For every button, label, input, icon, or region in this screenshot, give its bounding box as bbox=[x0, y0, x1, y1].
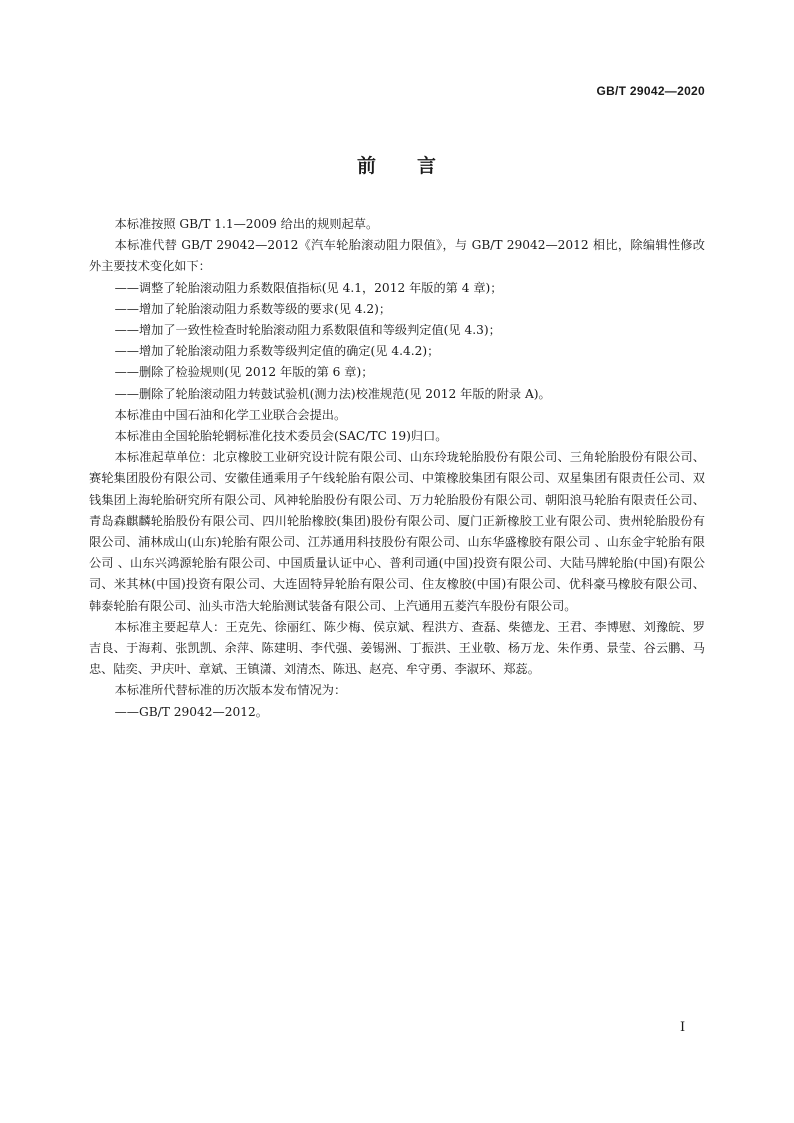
standard-code-header: GB/T 29042—2020 bbox=[596, 84, 705, 98]
paragraph-drafting-units: 本标准起草单位：北京橡胶工业研究设计院有限公司、山东玲珑轮胎股份有限公司、三角轮胎股份有限公司、赛轮集团股份有限公司、安徽佳通乘用子午线轮胎有限公司、中策橡胶集团有限公司、双星集团有限责任公司、双钱集团上海轮胎研究所有限公司、风神轮胎股份有限公司、万力轮胎股份有限公司、朝阳浪马轮胎有限责任公司、青岛森麒麟轮胎股份有限公司、四川轮胎橡胶(集团)股份有限公司、厦门正新橡胶工业有限公司、贵州轮胎股份有限公司、浦林成山(山东)轮胎有限公司、江苏通用科技股份有限公司、山东华盛橡胶有限公司 、山东金宇轮胎有限公司 、山东兴鸿源轮胎有限公司、中国质量认证中心、普利司通(中国)投资有限公司、大陆马牌轮胎(中国)有限公司、米其林(中国)投资有限公司、大连固特异轮胎有限公司、住友橡胶(中国)有限公司、优科豪马橡胶有限公司、韩泰轮胎有限公司、汕头市浩大轮胎测试装备有限公司、上汽通用五菱汽车股份有限公司。 bbox=[89, 450, 705, 613]
paragraph-previous-editions: 本标准所代替标准的历次版本发布情况为： bbox=[114, 683, 347, 698]
paragraph-replacement: 本标准代替 GB/T 29042—2012《汽车轮胎滚动阻力限值》，与 GB/T 29042—2012 相比，除编辑性修改外主要技术变化如下： bbox=[89, 238, 705, 274]
change-item: ——删除了轮胎滚动阻力转鼓试验机(测力法)校准规范(见 2012 年版的附录 A)。 bbox=[114, 386, 551, 401]
change-item: ——增加了轮胎滚动阻力系数等级的要求(见 4.2)； bbox=[114, 301, 392, 316]
previous-edition-item: ——GB/T 29042—2012。 bbox=[114, 704, 268, 719]
paragraph-proposed-by: 本标准由中国石油和化学工业联合会提出。 bbox=[114, 407, 347, 422]
foreword-body bbox=[89, 214, 705, 723]
change-item: ——增加了轮胎滚动阻力系数等级判定值的确定(见 4.4.2)； bbox=[114, 344, 440, 359]
paragraph-drafting-rules: 本标准按照 GB/T 1.1—2009 给出的规则起草。 bbox=[114, 217, 379, 231]
change-item: ——增加了一致性检查时轮胎滚动阻力系数限值和等级判定值(见 4.3)； bbox=[114, 323, 501, 338]
paragraph-drafters: 本标准主要起草人：王克先、徐丽红、陈少梅、侯京斌、程洪方、查磊、柴德龙、王君、李博慰、刘豫皖、罗吉良、于海莉、张凯凯、余萍、陈建明、李代强、姜锡洲、丁振洪、王业敬、杨万龙、朱作勇、景莹、谷云鹏、马忠、陆奕、尹庆叶、章斌、王镇潇、刘清杰、陈迅、赵亮、牟守勇、李淑环、郑蕊。 bbox=[89, 619, 705, 677]
change-item: ——调整了轮胎滚动阻力系数限值指标(见 4.1，2012 年版的第 4 章)； bbox=[114, 280, 503, 295]
page-title: 前 言 bbox=[356, 155, 437, 177]
page-number: Ⅰ bbox=[680, 1020, 686, 1035]
change-item: ——删除了检验规则(见 2012 年版的第 6 章)； bbox=[114, 365, 374, 380]
paragraph-centralized-by: 本标准由全国轮胎轮辋标准化技术委员会(SAC/TC 19)归口。 bbox=[114, 429, 448, 444]
